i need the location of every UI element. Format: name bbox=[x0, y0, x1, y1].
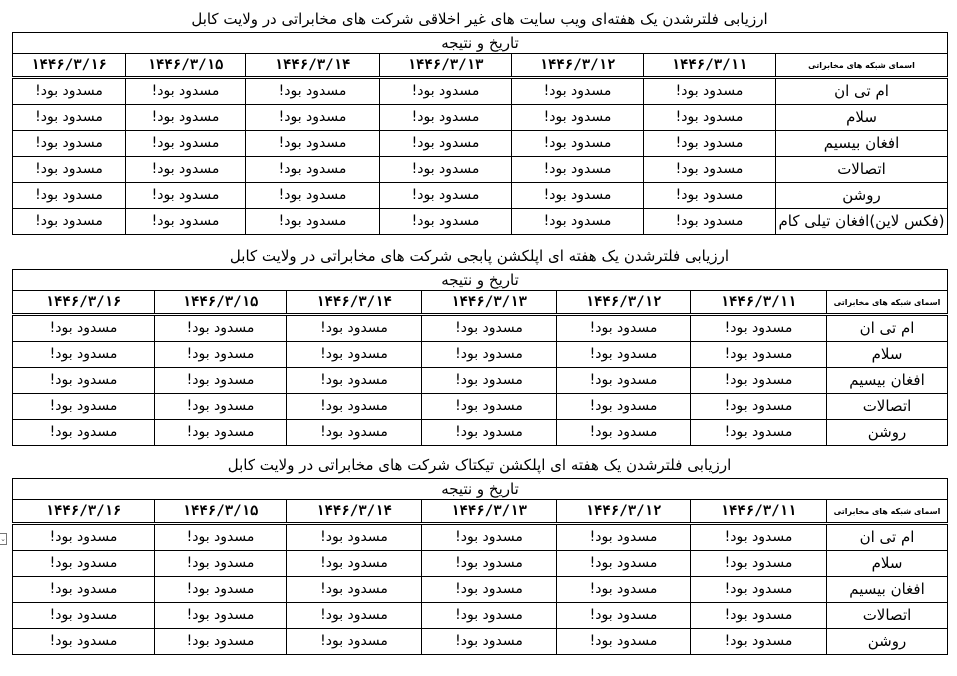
section-title: ارزیابی فلترشدن یک هفته ای اپلکشن پابجی شرکت های مخابراتی در ولایت کابل bbox=[229, 247, 730, 265]
status-cell: مسدود بود! bbox=[287, 524, 422, 551]
status-cell: مسدود بود! bbox=[557, 629, 691, 655]
status-cell: مسدود بود! bbox=[691, 551, 827, 577]
status-cell: مسدود بود! bbox=[422, 368, 557, 394]
status-cell: مسدود بود! bbox=[126, 131, 246, 157]
status-cell: مسدود بود! bbox=[13, 78, 126, 105]
status-cell: مسدود بود! bbox=[155, 524, 287, 551]
operator-name: روشن bbox=[827, 420, 948, 446]
table-row bbox=[13, 131, 948, 157]
status-cell: مسدود بود! bbox=[644, 105, 776, 131]
status-cell: مسدود بود! bbox=[422, 315, 557, 342]
date-header: ۱۴۴۶/۳/۱۵ bbox=[155, 500, 287, 524]
status-cell: مسدود بود! bbox=[691, 342, 827, 368]
operator-name: افغان بیسیم bbox=[827, 577, 948, 603]
table-row bbox=[13, 78, 948, 105]
status-cell: مسدود بود! bbox=[126, 105, 246, 131]
status-cell: مسدود بود! bbox=[287, 603, 422, 629]
section-title: ارزیابی فلترشدن یک هفته‌ای ویب سایت های غیر اخلاقی شرکت های مخابراتی در ولایت کابل bbox=[191, 10, 768, 28]
date-header: ۱۴۴۶/۳/۱۴ bbox=[287, 500, 422, 524]
date-header: ۱۴۴۶/۳/۱۳ bbox=[380, 54, 512, 78]
status-cell: مسدود بود! bbox=[644, 157, 776, 183]
status-cell: مسدود بود! bbox=[126, 157, 246, 183]
status-cell: مسدود بود! bbox=[287, 342, 422, 368]
status-cell: مسدود بود! bbox=[644, 209, 776, 235]
status-cell: مسدود بود! bbox=[155, 577, 287, 603]
status-cell: مسدود بود! bbox=[691, 577, 827, 603]
status-cell: مسدود بود! bbox=[246, 183, 380, 209]
status-cell: مسدود بود! bbox=[13, 131, 126, 157]
header-row bbox=[13, 500, 948, 524]
status-cell: مسدود بود! bbox=[644, 131, 776, 157]
status-cell: مسدود بود! bbox=[287, 368, 422, 394]
status-cell: مسدود بود! bbox=[13, 157, 126, 183]
status-cell: مسدود بود! bbox=[644, 183, 776, 209]
table-row bbox=[13, 420, 948, 446]
status-cell: مسدود بود! bbox=[557, 420, 691, 446]
status-cell: مسدود بود! bbox=[512, 105, 644, 131]
status-cell: مسدود بود! bbox=[13, 342, 155, 368]
status-cell: مسدود بود! bbox=[422, 524, 557, 551]
operator-name: ام تی ان bbox=[827, 315, 948, 342]
header-row bbox=[13, 291, 948, 315]
operator-name: (فکس لاین)افغان تیلی کام bbox=[776, 209, 948, 235]
status-cell: مسدود بود! bbox=[287, 420, 422, 446]
status-cell: مسدود بود! bbox=[13, 603, 155, 629]
status-cell: مسدود بود! bbox=[557, 551, 691, 577]
operator-name: سلام bbox=[827, 342, 948, 368]
status-cell: مسدود بود! bbox=[13, 420, 155, 446]
status-cell: مسدود بود! bbox=[13, 551, 155, 577]
table-row bbox=[13, 551, 948, 577]
status-cell: مسدود بود! bbox=[155, 394, 287, 420]
table-caption: تاریخ و نتیجه bbox=[13, 479, 948, 500]
operator-name: سلام bbox=[776, 105, 948, 131]
status-cell: مسدود بود! bbox=[557, 368, 691, 394]
status-cell: مسدود بود! bbox=[380, 209, 512, 235]
status-cell: مسدود بود! bbox=[155, 342, 287, 368]
table-row bbox=[13, 105, 948, 131]
status-cell: مسدود بود! bbox=[422, 394, 557, 420]
table-row bbox=[13, 368, 948, 394]
table-row bbox=[13, 157, 948, 183]
status-cell: مسدود بود! bbox=[691, 524, 827, 551]
status-cell: مسدود بود! bbox=[13, 183, 126, 209]
status-cell: مسدود بود! bbox=[380, 105, 512, 131]
status-cell: مسدود بود! bbox=[422, 629, 557, 655]
status-cell: مسدود بود! bbox=[557, 394, 691, 420]
operator-name: روشن bbox=[827, 629, 948, 655]
status-cell: مسدود بود! bbox=[13, 394, 155, 420]
date-header: ۱۴۴۶/۳/۱۵ bbox=[155, 291, 287, 315]
table-row bbox=[13, 577, 948, 603]
operator-column-header: اسمای شبکه های مخابراتی bbox=[827, 500, 948, 524]
status-cell: مسدود بود! bbox=[13, 629, 155, 655]
table-row bbox=[13, 342, 948, 368]
date-header: ۱۴۴۶/۳/۱۶ bbox=[13, 54, 126, 78]
table-row bbox=[13, 209, 948, 235]
status-cell: مسدود بود! bbox=[246, 78, 380, 105]
operator-name: افغان بیسیم bbox=[776, 131, 948, 157]
status-cell: مسدود بود! bbox=[557, 524, 691, 551]
status-cell: مسدود بود! bbox=[691, 368, 827, 394]
status-cell: مسدود بود! bbox=[691, 420, 827, 446]
status-cell: مسدود بود! bbox=[13, 315, 155, 342]
status-cell: مسدود بود! bbox=[512, 131, 644, 157]
status-cell: مسدود بود! bbox=[287, 551, 422, 577]
table-row bbox=[13, 315, 948, 342]
date-header: ۱۴۴۶/۳/۱۲ bbox=[557, 500, 691, 524]
status-cell: مسدود بود! bbox=[126, 78, 246, 105]
date-header: ۱۴۴۶/۳/۱۲ bbox=[512, 54, 644, 78]
status-cell: مسدود بود! bbox=[422, 577, 557, 603]
status-cell: مسدود بود! bbox=[13, 368, 155, 394]
operator-name: سلام bbox=[827, 551, 948, 577]
table-handle-icon[interactable]: ⌄ bbox=[0, 535, 6, 543]
status-cell: مسدود بود! bbox=[422, 342, 557, 368]
report-table bbox=[12, 478, 948, 655]
operator-column-header: اسمای شبکه های مخابراتی bbox=[776, 54, 948, 78]
date-header: ۱۴۴۶/۳/۱۴ bbox=[246, 54, 380, 78]
table-row bbox=[13, 394, 948, 420]
status-cell: مسدود بود! bbox=[13, 524, 155, 551]
status-cell: مسدود بود! bbox=[13, 105, 126, 131]
status-cell: مسدود بود! bbox=[155, 629, 287, 655]
date-header: ۱۴۴۶/۳/۱۶ bbox=[13, 500, 155, 524]
report-table bbox=[12, 32, 948, 235]
status-cell: مسدود بود! bbox=[13, 209, 126, 235]
operator-column-header: اسمای شبکه های مخابراتی bbox=[827, 291, 948, 315]
status-cell: مسدود بود! bbox=[512, 78, 644, 105]
status-cell: مسدود بود! bbox=[155, 420, 287, 446]
status-cell: مسدود بود! bbox=[512, 183, 644, 209]
date-header: ۱۴۴۶/۳/۱۱ bbox=[644, 54, 776, 78]
status-cell: مسدود بود! bbox=[155, 603, 287, 629]
status-cell: مسدود بود! bbox=[380, 183, 512, 209]
status-cell: مسدود بود! bbox=[287, 315, 422, 342]
date-header: ۱۴۴۶/۳/۱۲ bbox=[557, 291, 691, 315]
date-header: ۱۴۴۶/۳/۱۵ bbox=[126, 54, 246, 78]
status-cell: مسدود بود! bbox=[557, 342, 691, 368]
status-cell: مسدود بود! bbox=[155, 368, 287, 394]
operator-name: ام تی ان bbox=[776, 78, 948, 105]
status-cell: مسدود بود! bbox=[557, 315, 691, 342]
header-row bbox=[13, 54, 948, 78]
operator-name: افغان بیسیم bbox=[827, 368, 948, 394]
status-cell: مسدود بود! bbox=[126, 209, 246, 235]
status-cell: مسدود بود! bbox=[557, 577, 691, 603]
operator-name: ام تی ان bbox=[827, 524, 948, 551]
operator-name: روشن bbox=[776, 183, 948, 209]
status-cell: مسدود بود! bbox=[287, 577, 422, 603]
status-cell: مسدود بود! bbox=[422, 551, 557, 577]
status-cell: مسدود بود! bbox=[287, 394, 422, 420]
date-header: ۱۴۴۶/۳/۱۳ bbox=[422, 500, 557, 524]
status-cell: مسدود بود! bbox=[246, 105, 380, 131]
table-caption: تاریخ و نتیجه bbox=[13, 33, 948, 54]
status-cell: مسدود بود! bbox=[380, 78, 512, 105]
status-cell: مسدود بود! bbox=[155, 315, 287, 342]
date-header: ۱۴۴۶/۳/۱۳ bbox=[422, 291, 557, 315]
status-cell: مسدود بود! bbox=[380, 131, 512, 157]
status-cell: مسدود بود! bbox=[155, 551, 287, 577]
status-cell: مسدود بود! bbox=[644, 78, 776, 105]
status-cell: مسدود بود! bbox=[512, 209, 644, 235]
status-cell: مسدود بود! bbox=[126, 183, 246, 209]
status-cell: مسدود بود! bbox=[287, 629, 422, 655]
status-cell: مسدود بود! bbox=[557, 603, 691, 629]
date-header: ۱۴۴۶/۳/۱۶ bbox=[13, 291, 155, 315]
table-row bbox=[13, 183, 948, 209]
status-cell: مسدود بود! bbox=[422, 420, 557, 446]
date-header: ۱۴۴۶/۳/۱۱ bbox=[691, 291, 827, 315]
status-cell: مسدود بود! bbox=[380, 157, 512, 183]
table-row bbox=[13, 629, 948, 655]
operator-name: اتصالات bbox=[776, 157, 948, 183]
status-cell: مسدود بود! bbox=[691, 603, 827, 629]
status-cell: مسدود بود! bbox=[246, 209, 380, 235]
section-title: ارزیابی فلترشدن یک هفته ای اپلکشن تیکتاک شرکت های مخابراتی در ولایت کابل bbox=[227, 456, 732, 474]
status-cell: مسدود بود! bbox=[246, 131, 380, 157]
status-cell: مسدود بود! bbox=[512, 157, 644, 183]
table-row bbox=[13, 524, 948, 551]
table-row bbox=[13, 603, 948, 629]
report-table bbox=[12, 269, 948, 446]
status-cell: مسدود بود! bbox=[422, 603, 557, 629]
date-header: ۱۴۴۶/۳/۱۴ bbox=[287, 291, 422, 315]
status-cell: مسدود بود! bbox=[691, 629, 827, 655]
status-cell: مسدود بود! bbox=[691, 315, 827, 342]
table-caption: تاریخ و نتیجه bbox=[13, 270, 948, 291]
status-cell: مسدود بود! bbox=[691, 394, 827, 420]
operator-name: اتصالات bbox=[827, 603, 948, 629]
status-cell: مسدود بود! bbox=[246, 157, 380, 183]
status-cell: مسدود بود! bbox=[13, 577, 155, 603]
date-header: ۱۴۴۶/۳/۱۱ bbox=[691, 500, 827, 524]
operator-name: اتصالات bbox=[827, 394, 948, 420]
